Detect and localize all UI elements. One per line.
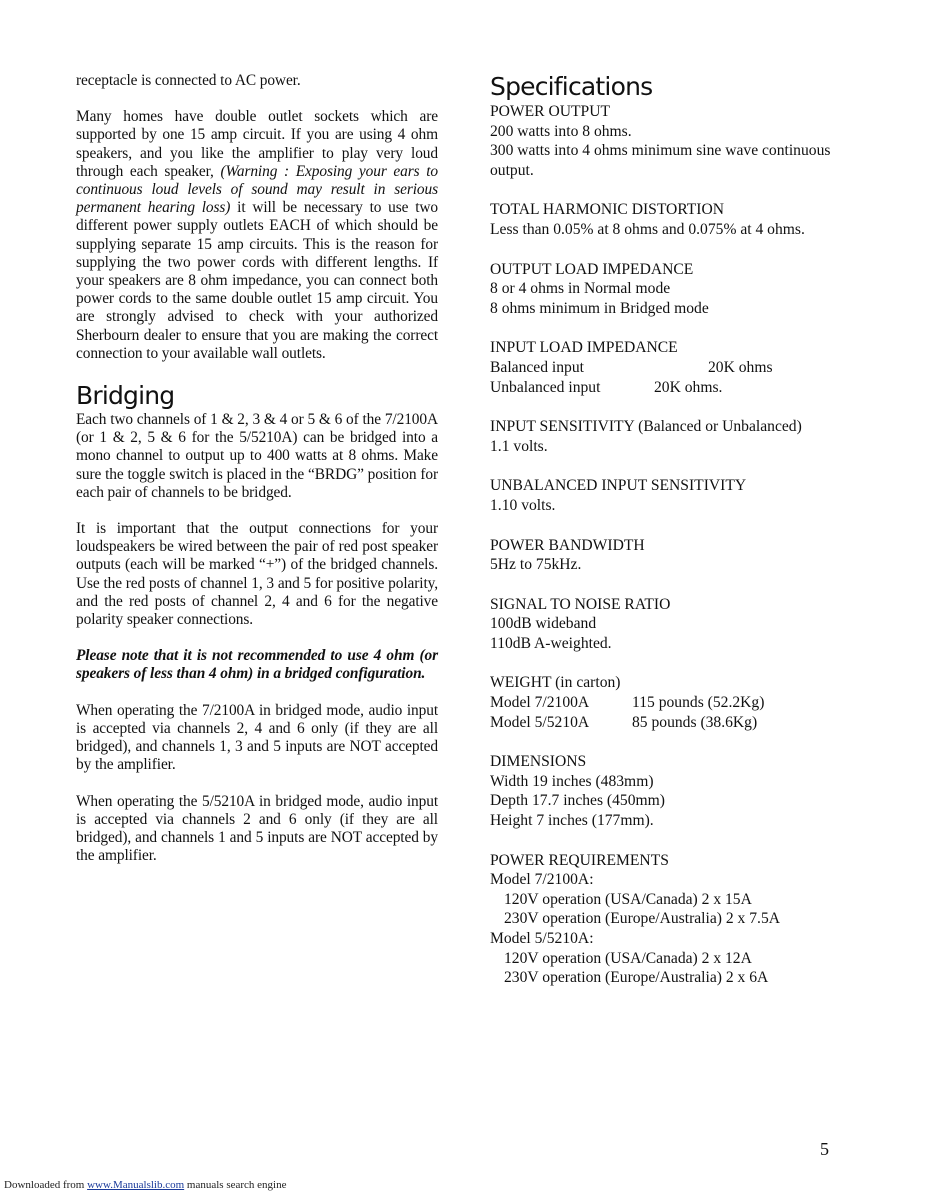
spec-unbalanced-sensitivity (490, 476, 870, 515)
left-column (76, 72, 438, 883)
unbalanced-input-value: 20K ohms. (654, 378, 723, 396)
weight-model-label: Model 7/2100A (490, 694, 590, 712)
spec-value: 8 or 4 ohms in Normal mode (490, 280, 671, 298)
spec-input-sensitivity (490, 417, 870, 456)
weight-row-5-5210a (490, 713, 870, 733)
outlets-text-start: Many homes have double outlet sockets which are supported by one 15 amp circuit. If you are using 4 ohm speakers, and you like the amplifier to play very loud through each speaker, (76, 108, 438, 180)
spec-value: 5Hz to 75kHz. (490, 556, 582, 574)
spec-power-bandwidth (490, 536, 870, 575)
weight-model-value: 115 pounds (52.2Kg) (632, 694, 765, 712)
paragraph-bridged-7-2100a: When operating the 7/2100A in bridged mode, audio input is accepted via channels 2, 4 and 6 only (if they are all bridged), and channels 1, 3 and 5 inputs are NOT accepted by the amplifier. (76, 701, 438, 774)
dimension-width: Width 19 inches (483mm) (490, 772, 654, 790)
spec-value: 1.1 volts. (490, 437, 548, 455)
specifications-column (490, 72, 870, 1008)
spec-title: INPUT SENSITIVITY (Balanced or Unbalanced) (490, 418, 802, 436)
power-requirement-line: 230V operation (Europe/Australia) 2 x 6A (504, 969, 769, 987)
balanced-input-row (490, 358, 870, 378)
paragraph-bridged-5-5210a: When operating the 5/5210A in bridged mode, audio input is accepted via channels 2 and 6 only (if they are all bridged), and channels 1 and 5 inputs are NOT accepted by the amplifier. (76, 792, 438, 865)
spec-output-impedance (490, 260, 870, 319)
power-requirement-line: 120V operation (USA/Canada) 2 x 15A (504, 890, 752, 908)
power-model-label: Model 7/2100A: (490, 871, 594, 889)
spec-title: TOTAL HARMONIC DISTORTION (490, 201, 725, 219)
spec-value: 300 watts into 4 ohms minimum sine wave continuous output. (490, 142, 831, 179)
bridging-heading: Bridging (76, 381, 175, 411)
footer-suffix: manuals search engine (184, 1179, 287, 1191)
spec-title: WEIGHT (in carton) (490, 674, 621, 692)
dimension-height: Height 7 inches (177mm). (490, 812, 654, 830)
spec-title: POWER OUTPUT (490, 103, 610, 120)
spec-value: 200 watts into 8 ohms. (490, 122, 632, 140)
spec-title: POWER BANDWIDTH (490, 536, 645, 554)
download-footer (4, 1179, 286, 1191)
spec-value: Less than 0.05% at 8 ohms and 0.075% at 4 ohms. (490, 220, 805, 238)
paragraph-bridging-intro: Each two channels of 1 & 2, 3 & 4 or 5 & 6 of the 7/2100A (or 1 & 2, 5 & 6 for the 5/5210A) can be bridged into a mono channel to output up to 400 watts at 8 ohms. Make sure the toggle switch is placed in the “BRDG” position for each pair of channels to be bridged. (76, 411, 438, 501)
balanced-input-value: 20K ohms (708, 358, 773, 376)
spec-power-requirements (490, 851, 870, 988)
spec-signal-to-noise (490, 595, 870, 654)
dimension-depth: Depth 17.7 inches (450mm) (490, 792, 665, 810)
unbalanced-input-row (490, 378, 870, 398)
spec-value: 100dB wideband (490, 615, 597, 633)
weight-row-7-2100a (490, 693, 870, 713)
spec-input-impedance (490, 338, 870, 397)
unbalanced-input-label: Unbalanced input (490, 378, 601, 396)
spec-power-output (490, 102, 870, 180)
outlets-text-end: it will be necessary to use two different power supply outlets EACH of which should be supplying separate 15 amp circuits. This is the reason for supplying the two power cords with different lengths. If your speakers are 8 ohm impedance, you can connect both power cords to the same double outlet 15 amp circuit. You are strongly advised to check with your authorized Sherbourn dealer to ensure that you are making the correct connection to your available wall outlets. (76, 199, 438, 362)
spec-title: DIMENSIONS (490, 753, 587, 771)
specifications-heading: Specifications (490, 72, 653, 101)
paragraph-receptacle: receptacle is connected to AC power. (76, 72, 301, 89)
weight-model-value: 85 pounds (38.6Kg) (632, 713, 758, 731)
spec-title: SIGNAL TO NOISE RATIO (490, 595, 671, 613)
spec-value: 110dB A-weighted. (490, 634, 612, 652)
spec-value: 8 ohms minimum in Bridged mode (490, 299, 709, 317)
power-requirement-line: 230V operation (Europe/Australia) 2 x 7.5A (504, 910, 781, 928)
spec-weight (490, 673, 870, 732)
footer-prefix: Downloaded from (4, 1179, 88, 1191)
manualslib-link[interactable]: www.Manualslib.com (87, 1179, 185, 1191)
spec-title: POWER REQUIREMENTS (490, 851, 669, 869)
power-model-label: Model 5/5210A: (490, 930, 594, 947)
hearing-warning: (Warning : Exposing your ears to continuous loud levels of sound may result in serious permanent hearing loss) (76, 162, 439, 217)
spec-thd (490, 200, 870, 239)
power-requirement-line: 120V operation (USA/Canada) 2 x 12A (504, 949, 752, 967)
spec-title: OUTPUT LOAD IMPEDANCE (490, 260, 694, 278)
page-number: 5 (820, 1139, 829, 1159)
weight-model-label: Model 5/5210A (490, 713, 590, 731)
spec-title: UNBALANCED INPUT SENSITIVITY (490, 477, 747, 495)
balanced-input-label: Balanced input (490, 358, 584, 376)
spec-title: INPUT LOAD IMPEDANCE (490, 339, 678, 357)
spec-dimensions (490, 752, 870, 830)
bridging-impedance-note: Please note that it is not recommended to use 4 ohm (or speakers of less than 4 ohm) in a bridged configuration. (76, 647, 438, 683)
spec-value: 1.10 volts. (490, 496, 556, 514)
paragraph-bridging-connections: It is important that the output connections for your loudspeakers be wired between the pair of red post speaker outputs (each will be marked “+”) of the bridged channels. Use the red posts of channel 1, 3 and 5 for positive polarity, and the red posts of channel 2, 4 and 6 for the negative polarity speaker connections. (76, 520, 438, 629)
paragraph-outlets (76, 108, 438, 363)
